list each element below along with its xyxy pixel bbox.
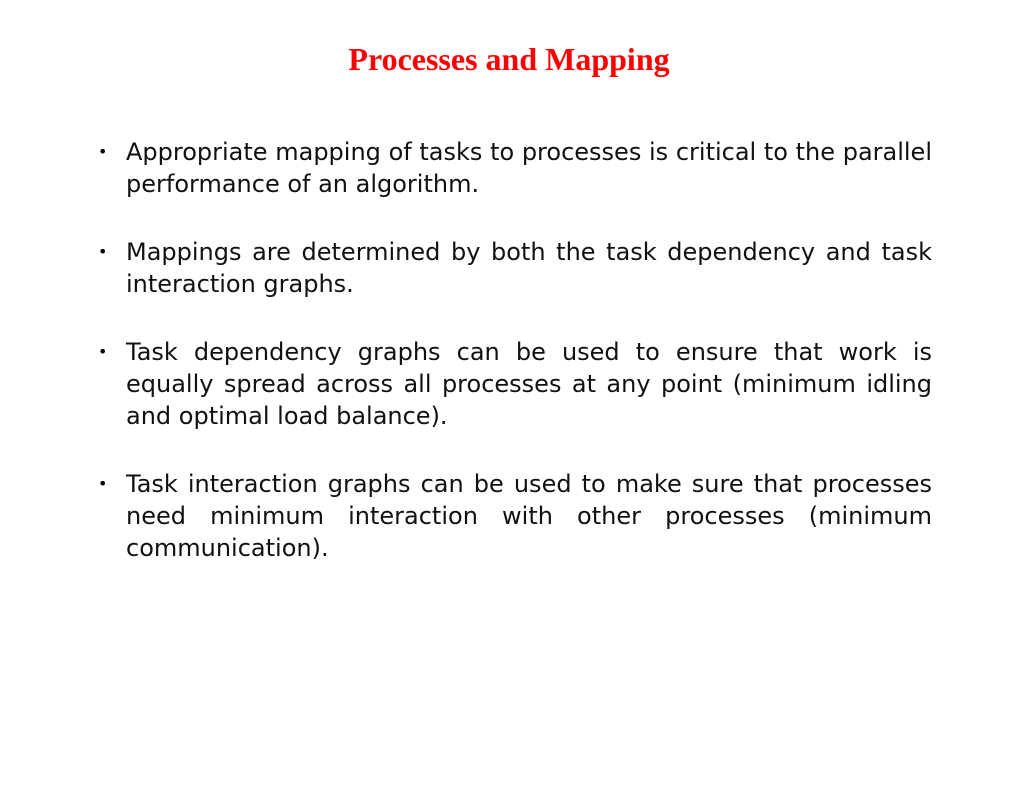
bullet-list bbox=[98, 136, 932, 600]
bullet-item bbox=[98, 136, 932, 200]
bullet-item bbox=[98, 468, 932, 564]
bullet-item bbox=[98, 236, 932, 300]
bullet-dot-icon: • bbox=[98, 242, 108, 261]
bullet-text: Appropriate mapping of tasks to processes is critical to the parallel performance of an algorithm. bbox=[126, 138, 932, 198]
bullet-text: Task interaction graphs can be used to make sure that processes need minimum interaction with other processes (minimum communication). bbox=[126, 470, 932, 562]
bullet-dot-icon: • bbox=[98, 474, 108, 493]
bullet-dot-icon: • bbox=[98, 142, 108, 161]
bullet-text: Mappings are determined by both the task dependency and task interaction graphs. bbox=[126, 238, 932, 298]
slide-title: Processes and Mapping bbox=[348, 41, 670, 77]
bullet-item bbox=[98, 336, 932, 432]
bullet-dot-icon: • bbox=[98, 342, 108, 361]
bullet-text: Task dependency graphs can be used to ensure that work is equally spread across all processes at any point (minimum idling and optimal load balance). bbox=[126, 338, 932, 430]
